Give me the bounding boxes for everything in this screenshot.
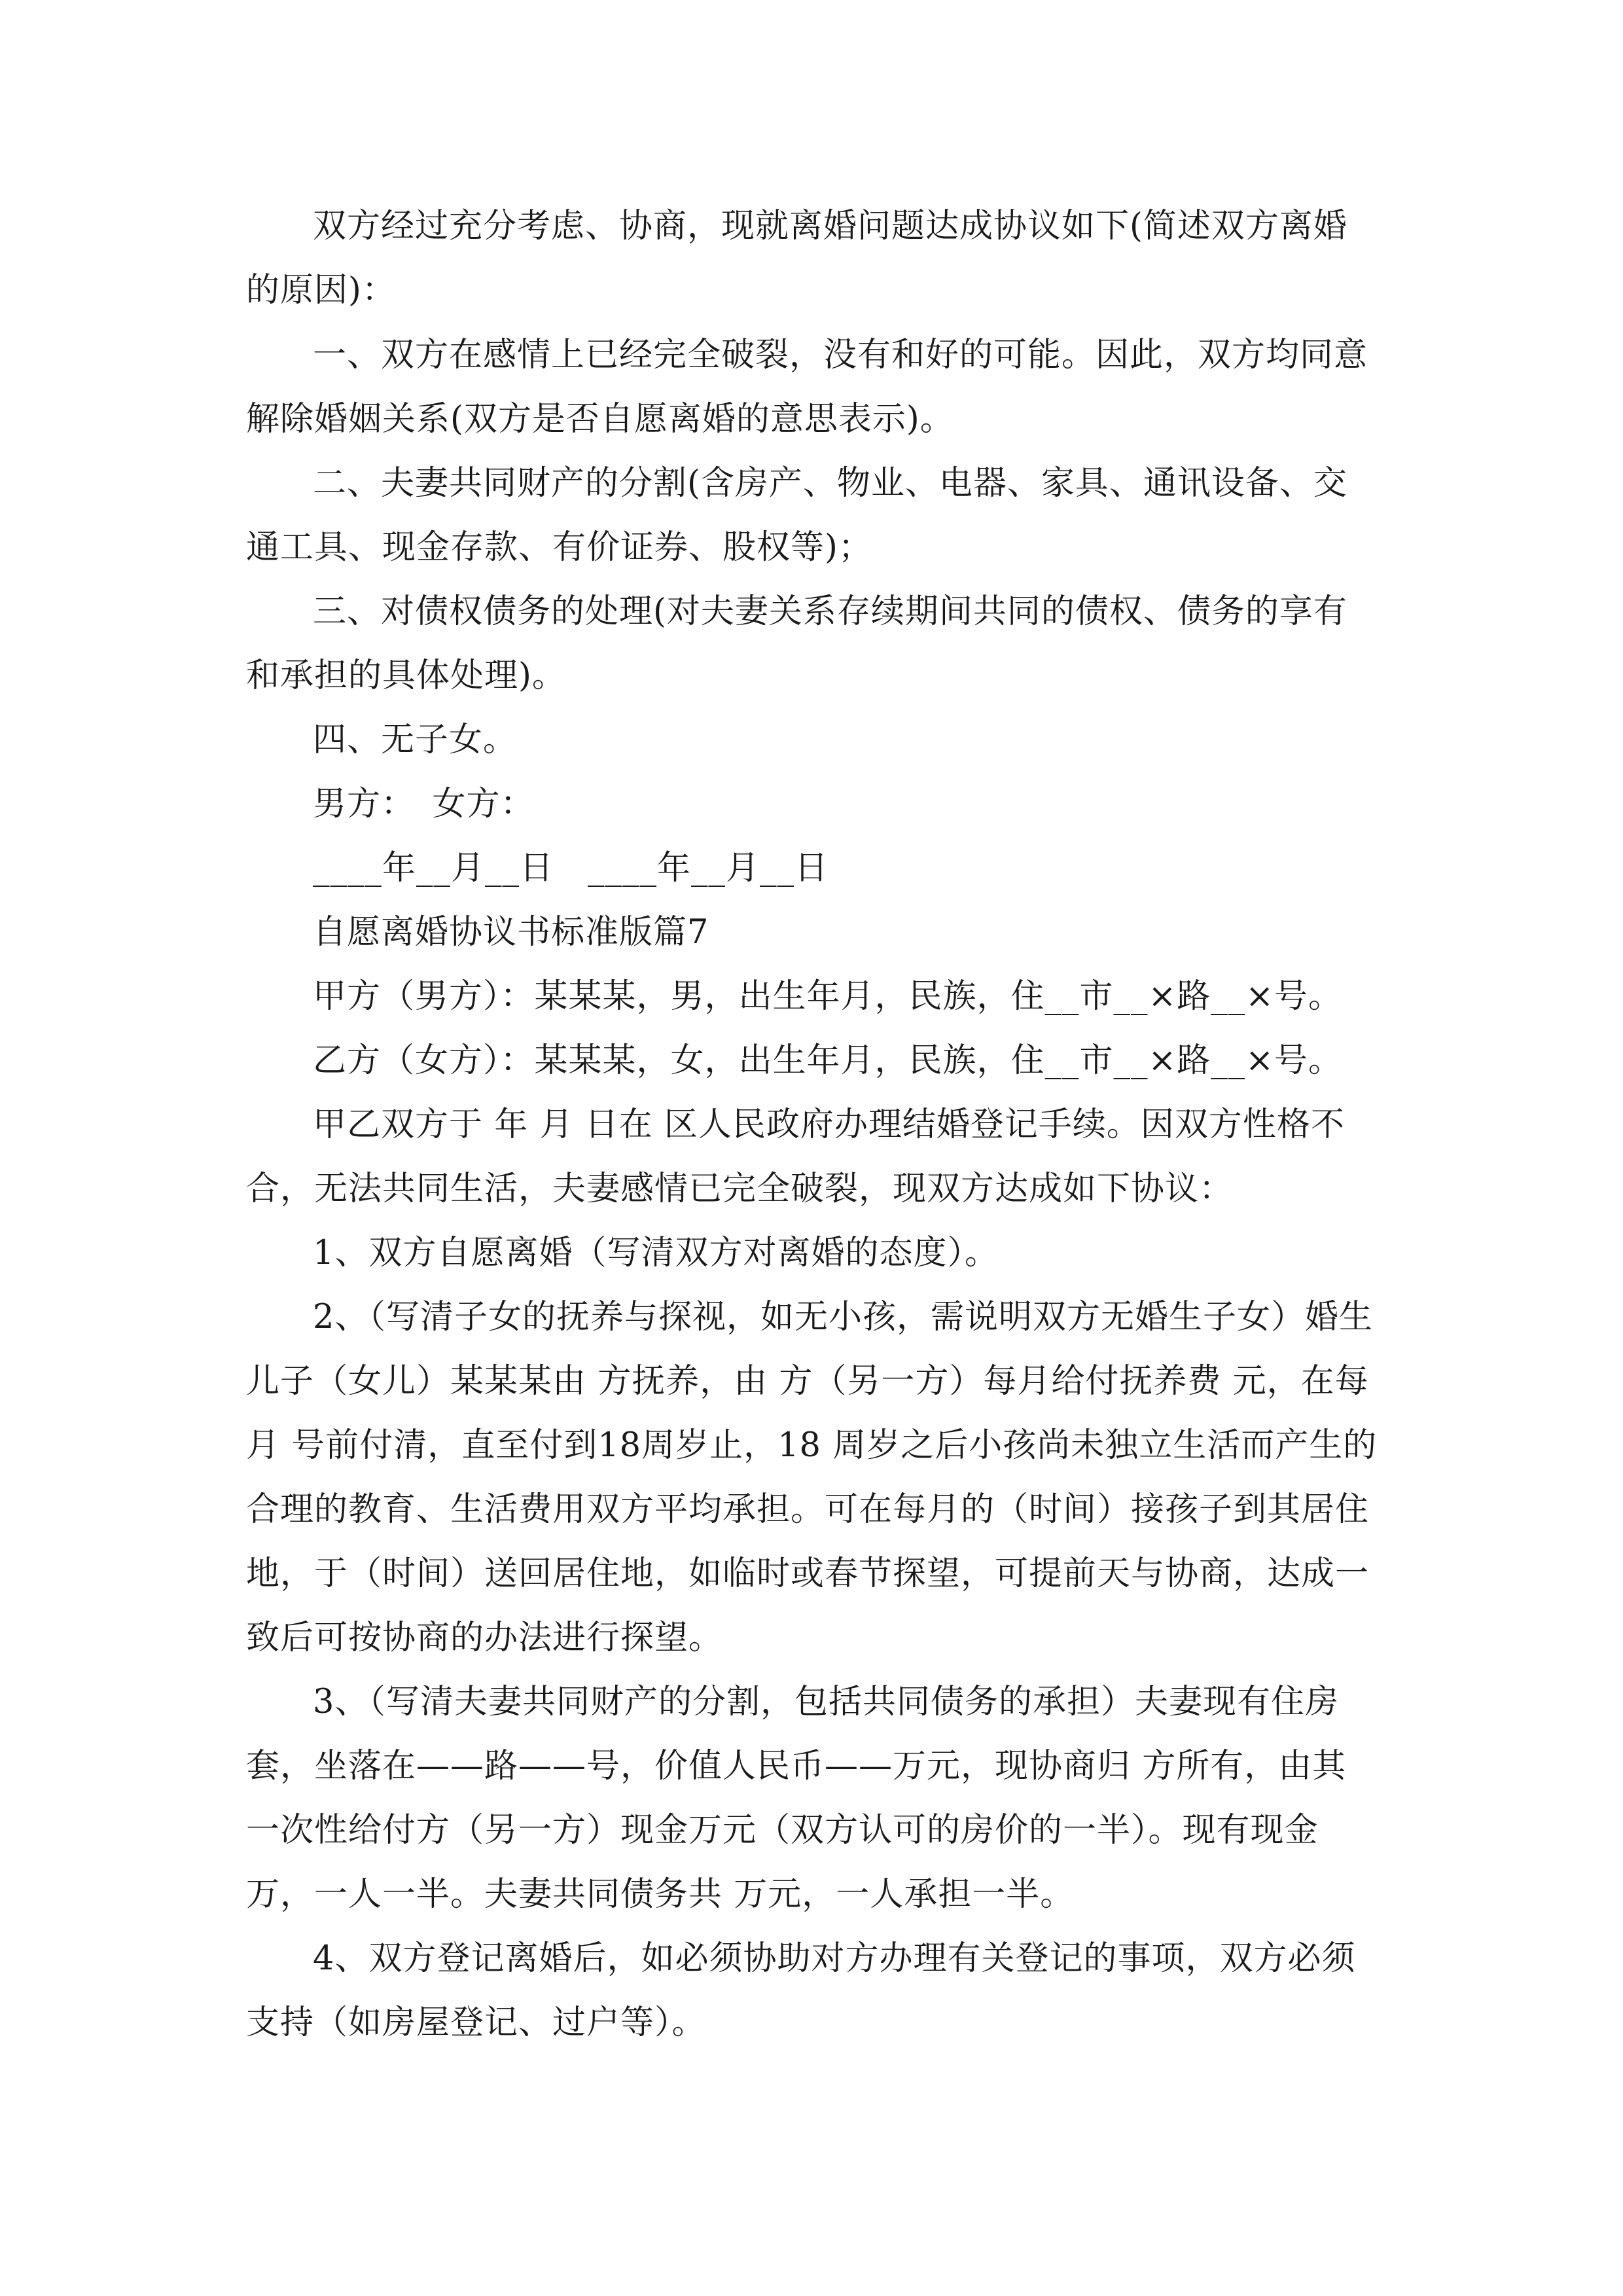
paragraph-clause-1: 一、双方在感情上已经完全破裂，没有和好的可能。因此，双方均同意解除婚姻关系(双方是否自愿离婚的意思表示)。 <box>246 336 1368 439</box>
paragraph-clause-2: 二、夫妻共同财产的分割(含房产、物业、电器、家具、通讯设备、交通工具、现金存款、有价证券、股权等)； <box>246 464 1347 567</box>
paragraph-clause-4: 四、无子女。 <box>313 721 518 759</box>
section-title: 自愿离婚协议书标准版篇7 <box>313 913 709 952</box>
signature-dates: ____年__月__日 ____年__月__日 <box>313 849 829 888</box>
signature-parties: 男方： 女方： <box>313 785 535 823</box>
party-b: 乙方（女方）：某某某，女，出生年月，民族，住__市__×路__×号。 <box>313 1041 1342 1080</box>
paragraph-marriage-registration: 甲乙双方于 年 月 日在 区人民政府办理结婚登记手续。因双方性格不合，无法共同生活，夫妻感情已完全破裂，现双方达成如下协议： <box>246 1105 1345 1208</box>
paragraph-item-3: 3、（写清夫妻共同财产的分割，包括共同债务的承担）夫妻现有住房 套，坐落在——路——号，价值人民币——万元，现协商归 方所有，由其一次性给付方（另一方）现金万元（双方认可的房价的一半）。现有现金万，一人一半。夫妻共同债务共 万元，一人承担一半。 <box>246 1683 1347 1914</box>
paragraph-clause-3: 三、对债权债务的处理(对夫妻关系存续期间共同的债权、债务的享有和承担的具体处理)。 <box>246 592 1347 695</box>
paragraph-item-2: 2、（写清子女的抚养与探视，如无小孩，需说明双方无婚生子女）婚生儿子（女儿）某某某由 方抚养，由 方（另一方）每月给付抚养费 元，在每月 号前付清，直至付到18周岁止，18 周岁之后小孩尚未独立生活而产生的合理的教育、生活费用双方平均承担。可在每月的（时间）接孩子到其居住地，于（时间）送回居住地，如临时或春节探望，可提前天与协商，达成一致后可按协商的办法进行探望。 <box>246 1298 1378 1657</box>
paragraph-intro: 双方经过充分考虑、协商，现就离婚问题达成协议如下(简述双方离婚的原因)： <box>246 207 1347 310</box>
paragraph-item-1: 1、双方自愿离婚（写清双方对离婚的态度）。 <box>313 1234 999 1272</box>
party-a: 甲方（男方）：某某某，男，出生年月，民族，住__市__×路__×号。 <box>313 977 1342 1016</box>
paragraph-item-4: 4、双方登记离婚后，如必须协助对方办理有关登记的事项，双方必须支持（如房屋登记、过户等）。 <box>246 1939 1356 2042</box>
